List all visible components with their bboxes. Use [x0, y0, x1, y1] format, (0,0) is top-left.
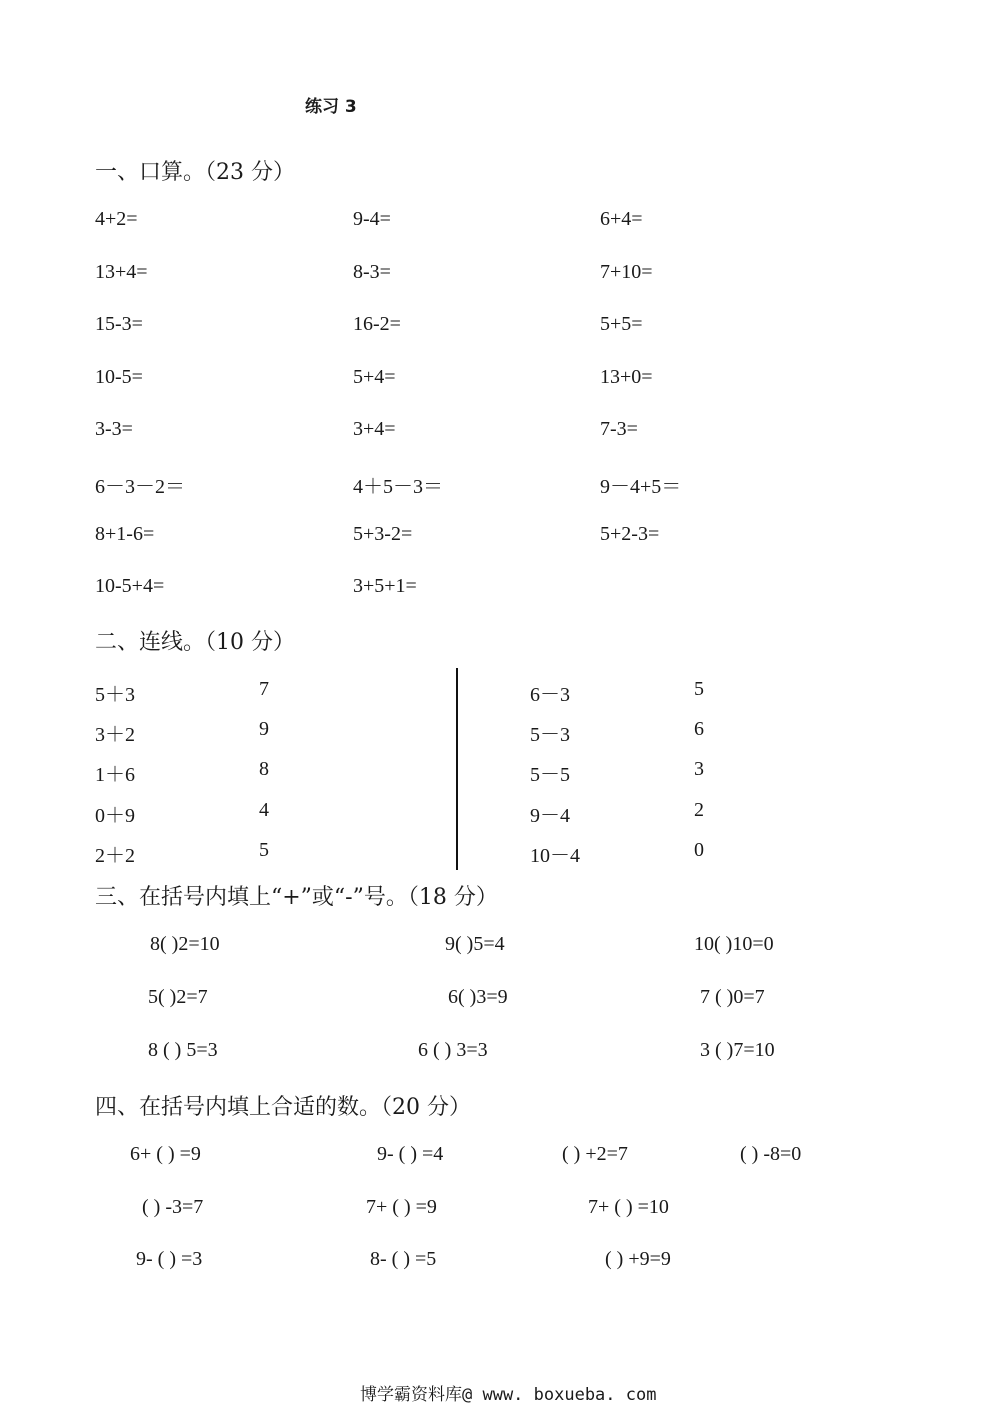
s3-r1-c2: 7 ( )0=7: [700, 986, 765, 1008]
s3-r2-c2: 3 ( )7=10: [700, 1039, 775, 1061]
s3-r0-c2: 10( )10=0: [694, 933, 774, 955]
s1-r0-c1: 9-4=: [353, 208, 391, 230]
s2-right-expr: 9－4: [530, 805, 570, 827]
s1-r3-c1: 5+4=: [353, 366, 396, 388]
s1-r5-c2: 9－4+5＝: [600, 476, 682, 498]
s2-right-num: 0: [694, 839, 704, 861]
s2-right-num: 6: [694, 718, 704, 740]
s2-left-expr: 5＋3: [95, 684, 135, 706]
s2-right-expr: 10－4: [530, 845, 580, 867]
s1-r4-c0: 3-3=: [95, 418, 133, 440]
s3-r1-c1: 6( )3=9: [448, 986, 508, 1008]
s2-left-expr: 3＋2: [95, 724, 135, 746]
s1-r5-c0: 6－3－2＝: [95, 476, 185, 498]
s1-r3-c2: 13+0=: [600, 366, 653, 388]
s1-r7-c1: 3+5+1=: [353, 575, 417, 597]
s1-r0-c0: 4+2=: [95, 208, 138, 230]
s2-right-num: 5: [694, 678, 704, 700]
s3-r0-c1: 9( )5=4: [445, 933, 505, 955]
s4-r2-c1: 8- ( ) =5: [370, 1248, 437, 1270]
s1-r6-c1: 5+3-2=: [353, 523, 413, 545]
s3-r2-c1: 6 ( ) 3=3: [418, 1039, 488, 1061]
s1-r4-c1: 3+4=: [353, 418, 396, 440]
vertical-divider: [456, 668, 458, 870]
s1-r2-c1: 16-2=: [353, 313, 401, 335]
s1-r3-c0: 10-5=: [95, 366, 143, 388]
s1-r7-c0: 10-5+4=: [95, 575, 165, 597]
s1-r6-c2: 5+2-3=: [600, 523, 660, 545]
section4-heading: 四、在括号内填上合适的数。（20 分）: [95, 1095, 471, 1120]
s4-r0-c3: ( ) -8=0: [740, 1143, 802, 1165]
s3-r0-c0: 8( )2=10: [150, 933, 220, 955]
s1-r5-c1: 4＋5－3＝: [353, 476, 443, 498]
s4-r0-c2: ( ) +2=7: [562, 1143, 628, 1165]
s4-r1-c2: 7+ ( ) =10: [588, 1196, 669, 1218]
s4-r0-c0: 6+ ( ) =9: [130, 1143, 201, 1165]
s1-r0-c2: 6+4=: [600, 208, 643, 230]
section3-heading: 三、在括号内填上“+”或“-”号。（18 分）: [95, 885, 498, 910]
s3-r1-c0: 5( )2=7: [148, 986, 208, 1008]
s2-right-expr: 5－3: [530, 724, 570, 746]
s2-left-num: 9: [259, 718, 269, 740]
s4-r0-c1: 9- ( ) =4: [377, 1143, 444, 1165]
s3-r2-c0: 8 ( ) 5=3: [148, 1039, 218, 1061]
s1-r1-c2: 7+10=: [600, 261, 653, 283]
s4-r1-c1: 7+ ( ) =9: [366, 1196, 437, 1218]
section2-heading: 二、连线。（10 分）: [95, 630, 295, 655]
s2-left-num: 4: [259, 799, 269, 821]
s2-right-num: 3: [694, 758, 704, 780]
page-title: 练习 3: [305, 97, 357, 117]
s1-r4-c2: 7-3=: [600, 418, 638, 440]
s2-left-expr: 1＋6: [95, 764, 135, 786]
s2-right-expr: 6－3: [530, 684, 570, 706]
s4-r2-c2: ( ) +9=9: [605, 1248, 671, 1270]
s1-r6-c0: 8+1-6=: [95, 523, 155, 545]
s1-r2-c0: 15-3=: [95, 313, 143, 335]
s2-right-expr: 5－5: [530, 764, 570, 786]
s2-right-num: 2: [694, 799, 704, 821]
s1-r1-c0: 13+4=: [95, 261, 148, 283]
s1-r2-c2: 5+5=: [600, 313, 643, 335]
s2-left-num: 7: [259, 678, 269, 700]
s4-r1-c0: ( ) -3=7: [142, 1196, 204, 1218]
section1-heading: 一、口算。（23 分）: [95, 160, 295, 185]
s2-left-expr: 0＋9: [95, 805, 135, 827]
s2-left-expr: 2＋2: [95, 845, 135, 867]
s2-left-num: 8: [259, 758, 269, 780]
s4-r2-c0: 9- ( ) =3: [136, 1248, 203, 1270]
s1-r1-c1: 8-3=: [353, 261, 391, 283]
footer-watermark: 博学霸资料库@ www. boxueba. com: [360, 1385, 657, 1405]
s2-left-num: 5: [259, 839, 269, 861]
